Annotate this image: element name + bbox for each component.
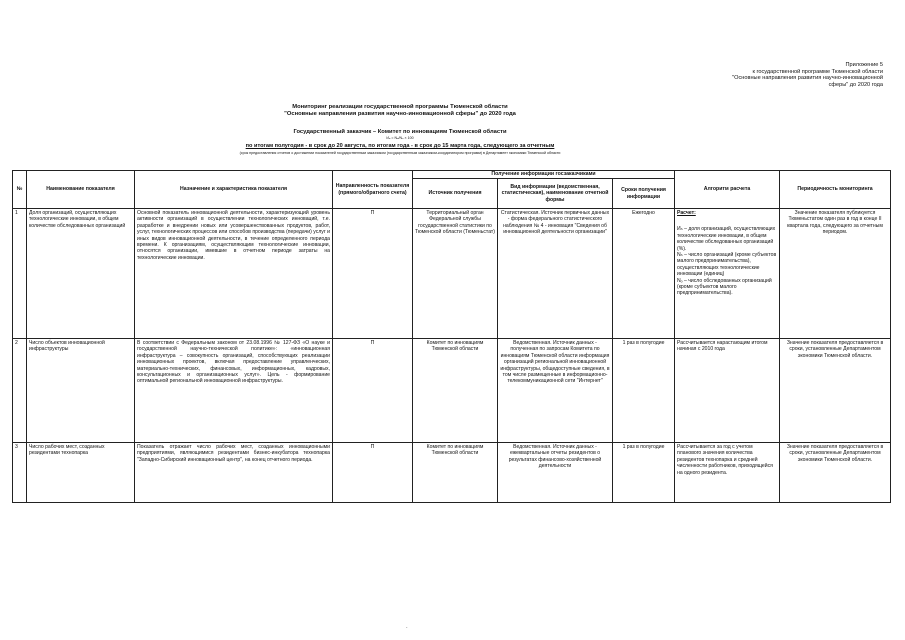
header-frequency: Периодичность мониторинга: [780, 171, 891, 209]
cell-terms: 1 раз в полугодие: [613, 443, 675, 503]
cell-frequency: Значение показателя предоставляется в сроки, установленные Департаментом экономики Тюменской области.: [780, 339, 891, 443]
cell-desc: В соответствии с Федеральным законом от 23.08.1996 № 127-ФЗ «О науке и государственной научно-технической политике»: «инновационная инфраструктура – совокупность организаций, способствующих реализации инновационных проектов, включая предоставление управленческих, материально-технических, финансовых, информационных, кадровых, консультационных и организационных услуг». Цель - формирование оптимальной региональной инновационной инфраструктуры.: [135, 339, 333, 443]
appendix-line: к государственной программе Тюменской области: [752, 68, 883, 75]
cell-name: Число объектов инновационной инфраструктуры: [27, 339, 135, 443]
cell-name: Доля организаций, осуществляющих технологические инновации, в общем количестве обследованных организаций: [27, 209, 135, 339]
appendix-line: "Основные направления развития научно-инновационной: [732, 75, 883, 82]
header-row: [13, 171, 891, 179]
header-info-group: Получение информации госзаказчиками: [413, 171, 675, 179]
header-num: №: [13, 171, 27, 209]
header-algorithm: Алгоритм расчета: [675, 171, 780, 209]
cell-name: Число рабочих мест, созданных резидентами технопарка: [27, 443, 135, 503]
table-row: [13, 209, 891, 339]
table-row: [13, 339, 891, 443]
cell-desc: Показатель отражает число рабочих мест, созданных инновационными предприятиями, являющимися резидентами бизнес-инкубатора технопарка "Западно-Сибирский инновационный центр", на конец отчетного периода.: [135, 443, 333, 503]
appendix-note: [683, 62, 883, 88]
monitoring-table: [12, 170, 891, 503]
cell-source: Комитет по инновациям Тюменской области: [413, 443, 498, 503]
table-row: [13, 443, 891, 503]
reporting-period: по итогам полугодия - в срок до 20 августа, по итогам года - в срок до 15 марта года, следующего за отчетным: [245, 143, 555, 149]
cell-source: Территориальный орган Федеральной службы государственной статистики по Тюменской области (Тюменьстат): [413, 209, 498, 339]
header-desc: Назначение и характеристика показателя: [135, 171, 333, 209]
header-kind: Вид информации (ведомственная, статистическая), наименование отчетной формы: [498, 179, 613, 209]
state-customer: Государственный заказчик – Комитет по инновациям Тюменской области: [293, 129, 507, 135]
cell-num: 2: [13, 339, 27, 443]
appendix-line: Приложение 5: [845, 62, 883, 68]
cell-kind: Статистическая. Источник первичных данных - форма федерального статистического наблюдения № 4 - инновация "Сведения об инновационной деятельности организации": [498, 209, 613, 339]
cell-algorithm: Рассчитывается за год с учетом планового значения количества резидентов технопарка и средней численности работников, приходящейся на одного резидента.: [675, 443, 780, 503]
cell-terms: 1 раз в полугодие: [613, 339, 675, 443]
formula-note: Иₙ = Nₙ/Nₒ × 100: [386, 136, 414, 140]
cell-direction: П: [333, 209, 413, 339]
scan-mark: .: [406, 624, 408, 630]
header-direction: Направленность показателя (прямого/обратного счета): [333, 171, 413, 209]
header-terms: Сроки получения информации: [613, 179, 675, 209]
cell-desc: Основной показатель инновационной деятельности, характеризующий уровень активности организаций в осуществлении технологических инноваций, т.е. разработке и внедрении новых или усовершенствованных продуктов, работ, услуг, технологических процессов или способов производства (передачи) услуг и иных видов инновационной деятельности, в течение определенного периода времени. К организациям, осуществляющим технологические инновации, относятся организации, имевшие в отчетном периоде затраты на технологические инновации.: [135, 209, 333, 339]
cell-terms: Ежегодно: [613, 209, 675, 339]
title-line: Мониторинг реализации государственной программы Тюменской области: [292, 104, 508, 110]
cell-algorithm: Рассчитывается нарастающим итогом начиная с 2010 года: [675, 339, 780, 443]
algorithm-line: Nₒ – число обследованных организаций (кроме субъектов малого предпринимательства).: [677, 277, 772, 297]
title-line: "Основные направления развития научно-инновационной сферы" до 2020 года: [284, 111, 516, 117]
cell-kind: Ведомственная. Источник данных - ежеквартальные отчеты резидентов о результатах финансово-хозяйственной деятельности: [498, 443, 613, 503]
reporting-period-note: (срок предоставления отчетов о достижении показателей государственным заказчиком (государственным заказчиком-координатором программ) в Департамент экономики Тюменской области: [239, 151, 561, 155]
cell-kind: Ведомственная. Источник данных - полученная по запросам Комитета по инновациям Тюменской области информация организаций региональной инновационной инфраструктуры, общедоступные сведения, в том числе размещенные в информационно-телекоммуникационной сети "Интернет": [498, 339, 613, 443]
cell-algorithm: [675, 209, 780, 339]
cell-direction: П: [333, 339, 413, 443]
algorithm-title: Расчет:: [677, 210, 696, 216]
cell-frequency: Значение показателя публикуется Тюменьстатом один раз в год в конце II квартала года, следующего за отчетным периодом.: [780, 209, 891, 339]
cell-num: 1: [13, 209, 27, 339]
appendix-line: сферы" до 2020 года: [828, 81, 883, 88]
document-title: [140, 104, 660, 118]
header-name: Наименование показателя: [27, 171, 135, 209]
algorithm-line: Nₙ – число организаций (кроме субъектов малого предпринимательства), осуществляющих технологические инновации (единиц): [677, 252, 777, 278]
cell-direction: П: [333, 443, 413, 503]
algorithm-line: Иₙ – доля организаций, осуществляющих технологические инновации, в общем количестве обследованных организаций (%).: [677, 226, 776, 252]
cell-frequency: Значение показателя предоставляется в сроки, установленные Департаментом экономики Тюменской области.: [780, 443, 891, 503]
header-source: Источник получения: [413, 179, 498, 209]
cell-num: 3: [13, 443, 27, 503]
cell-source: Комитет по инновациям Тюменской области: [413, 339, 498, 443]
